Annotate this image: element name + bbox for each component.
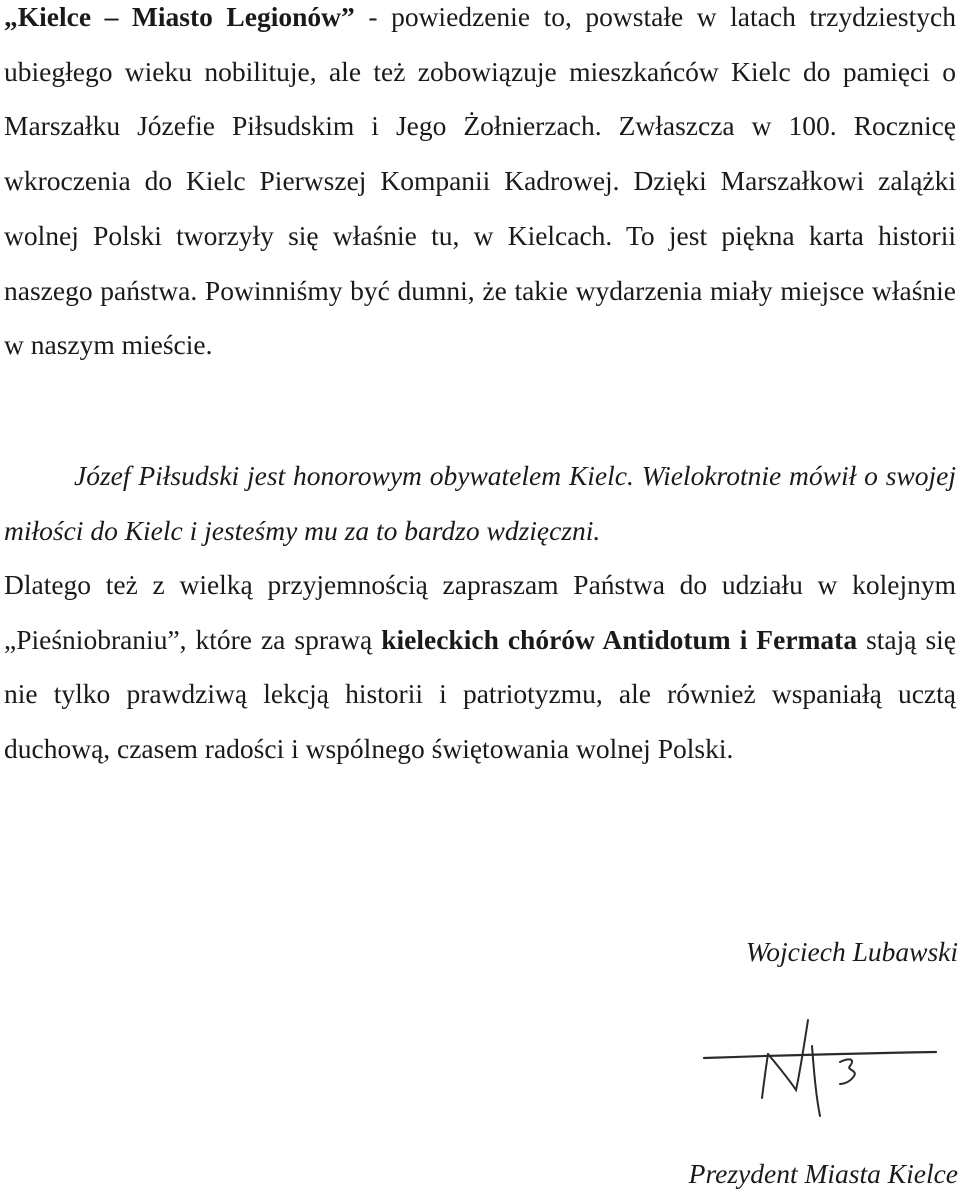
signatory-title: Prezydent Miasta Kielce	[688, 1158, 958, 1189]
invitation-text-a: Dlatego też z wielką przyjemnością zapraszam Państwa do udziału w kolejnym „Pieśniobraniu”, które za sprawą	[4, 569, 956, 655]
handwritten-signature	[700, 1012, 940, 1122]
paragraph-honorary-citizen: Józef Piłsudski jest honorowym obywatelem Kielc. Wielokrotnie mówił o swojej miłości do Kielc i jesteśmy mu za to bardzo wdzięczni.	[4, 460, 956, 546]
paragraph-intro-text: - powiedzenie to, powstałe w latach trzydziestych ubiegłego wieku nobilituje, ale też zobowiązuje mieszkańców Kielc do pamięci o Marszałku Józefie Piłsudskim i Jego Żołnierzach. Zwłaszcza w 100. Rocznicę wkroczenia do Kielc Pierwszej Kompanii Kadrowej. Dzięki Marszałkowi zalążki wolnej Polski tworzyły się właśnie tu, w Kielcach. To jest piękna karta historii naszego państwa. Powinniśmy być dumni, że takie wydarzenia miały miejsce właśnie w naszym mieście.	[4, 1, 956, 361]
paragraph-intro	[4, 0, 956, 373]
choirs-name: kieleckich chórów Antidotum i Fermata	[381, 623, 858, 655]
signatory-name: Wojciech Lubawski	[745, 936, 958, 967]
city-motto: „Kielce – Miasto Legionów”	[4, 1, 355, 32]
invitation-text-b: stają się nie tylko prawdziwą lekcją historii i patriotyzmu, ale również wspaniałą ucztą duchową, czasem radości i wspólnego świętowania wolnej Polski.	[4, 623, 956, 765]
paragraph-invitation	[4, 558, 956, 777]
